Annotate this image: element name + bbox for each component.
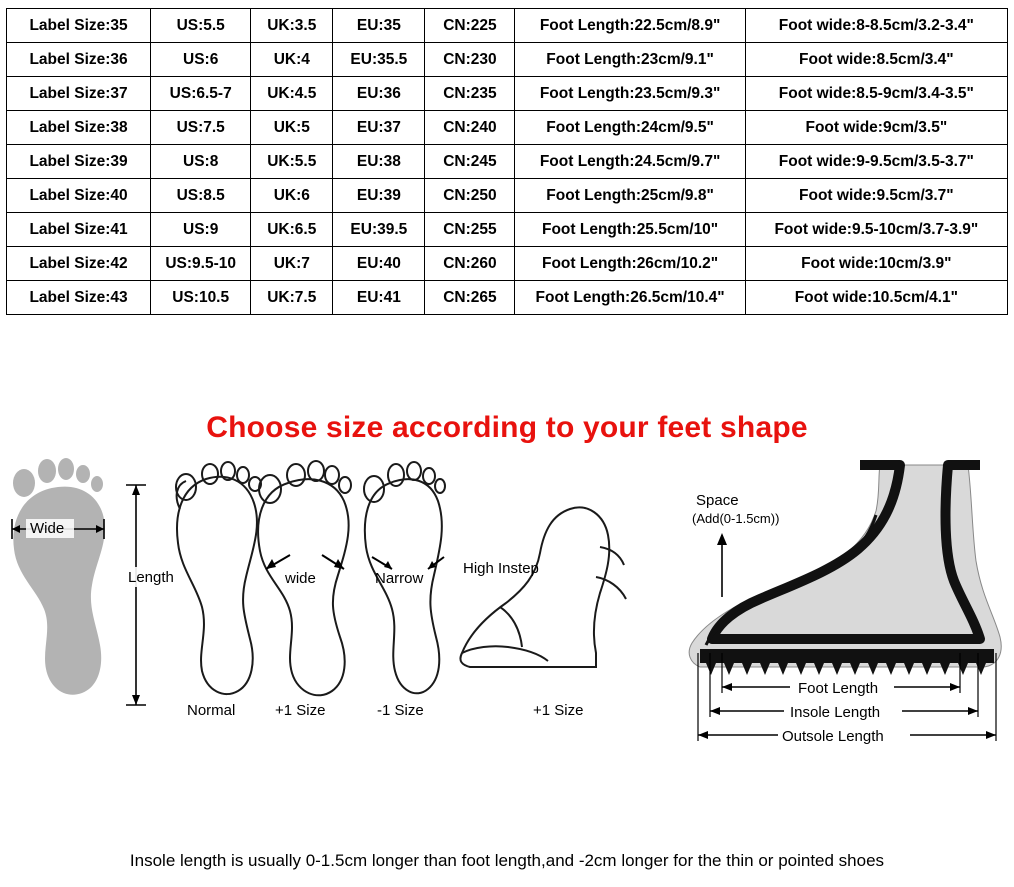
table-cell: EU:39.5 — [333, 213, 425, 247]
table-cell: Foot wide:8.5cm/3.4" — [745, 43, 1007, 77]
shape-caption-high-instep: +1 Size — [533, 702, 584, 719]
narrow-note: Narrow — [375, 570, 424, 587]
table-row — [7, 111, 1008, 145]
table-cell: CN:225 — [425, 9, 515, 43]
table-cell: EU:37 — [333, 111, 425, 145]
table-cell: Label Size:42 — [7, 247, 151, 281]
table-cell: US:6.5-7 — [151, 77, 251, 111]
table-cell: Foot Length:26cm/10.2" — [515, 247, 745, 281]
table-cell: EU:36 — [333, 77, 425, 111]
table-cell: US:8 — [151, 145, 251, 179]
insole-length-label: Insole Length — [790, 704, 881, 721]
table-cell: Foot wide:9.5-10cm/3.7-3.9" — [745, 213, 1007, 247]
table-cell: Foot Length:22.5cm/8.9" — [515, 9, 745, 43]
table-cell: CN:255 — [425, 213, 515, 247]
table-cell: EU:39 — [333, 179, 425, 213]
outsole-length-label: Outsole Length — [782, 728, 884, 745]
table-cell: Label Size:43 — [7, 281, 151, 315]
foot-shape-high-instep — [460, 507, 626, 719]
table-cell: US:8.5 — [151, 179, 251, 213]
table-row — [7, 77, 1008, 111]
foot-length-label: Foot Length — [798, 680, 879, 697]
table-cell: EU:41 — [333, 281, 425, 315]
table-cell: Foot wide:9.5cm/3.7" — [745, 179, 1007, 213]
size-table-container — [0, 0, 1014, 315]
table-cell: Foot Length:23.5cm/9.3" — [515, 77, 745, 111]
table-cell: US:6 — [151, 43, 251, 77]
table-row — [7, 179, 1008, 213]
table-cell: CN:265 — [425, 281, 515, 315]
shape-caption-wide: +1 Size — [275, 702, 326, 719]
length-label: Length — [128, 569, 174, 586]
table-cell: Label Size:40 — [7, 179, 151, 213]
table-cell: Foot wide:9cm/3.5" — [745, 111, 1007, 145]
table-cell: Foot wide:10.5cm/4.1" — [745, 281, 1007, 315]
table-cell: UK:5.5 — [251, 145, 333, 179]
table-row — [7, 247, 1008, 281]
table-cell: EU:35.5 — [333, 43, 425, 77]
table-cell: Label Size:38 — [7, 111, 151, 145]
table-cell: US:9.5-10 — [151, 247, 251, 281]
table-cell: EU:40 — [333, 247, 425, 281]
table-cell: EU:35 — [333, 9, 425, 43]
table-cell: US:7.5 — [151, 111, 251, 145]
page-title: Choose size according to your feet shape — [206, 411, 808, 444]
table-row — [7, 43, 1008, 77]
shape-caption-normal: Normal — [187, 702, 236, 719]
table-cell: CN:230 — [425, 43, 515, 77]
table-cell: Foot wide:8-8.5cm/3.2-3.4" — [745, 9, 1007, 43]
table-cell: UK:4.5 — [251, 77, 333, 111]
space-label: Space — [696, 492, 739, 509]
table-cell: Foot wide:8.5-9cm/3.4-3.5" — [745, 77, 1007, 111]
table-row — [7, 145, 1008, 179]
foot-shape-diagram — [0, 457, 1014, 757]
table-cell: Foot wide:10cm/3.9" — [745, 247, 1007, 281]
insole-length-illustration — [689, 465, 1001, 745]
table-cell: UK:3.5 — [251, 9, 333, 43]
table-cell: CN:245 — [425, 145, 515, 179]
table-cell: US:5.5 — [151, 9, 251, 43]
space-sublabel: (Add(0-1.5cm)) — [692, 511, 780, 526]
table-cell: UK:7.5 — [251, 281, 333, 315]
footer-note: Insole length is usually 0-1.5cm longer than foot length,and -2cm longer for the thin or pointed shoes — [129, 851, 885, 870]
table-cell: Foot Length:24.5cm/9.7" — [515, 145, 745, 179]
table-cell: UK:6 — [251, 179, 333, 213]
table-cell: Label Size:41 — [7, 213, 151, 247]
table-row — [7, 9, 1008, 43]
table-cell: Label Size:39 — [7, 145, 151, 179]
table-cell: Foot Length:23cm/9.1" — [515, 43, 745, 77]
table-cell: CN:235 — [425, 77, 515, 111]
wide-note: wide — [285, 570, 316, 587]
high-instep-note: High Instep — [463, 560, 539, 577]
size-table — [6, 8, 1008, 315]
table-row — [7, 281, 1008, 315]
table-cell: Label Size:36 — [7, 43, 151, 77]
table-cell: UK:6.5 — [251, 213, 333, 247]
foot-measure-illustration — [12, 458, 188, 705]
table-cell: UK:4 — [251, 43, 333, 77]
table-cell: Label Size:37 — [7, 77, 151, 111]
table-row — [7, 213, 1008, 247]
foot-shape-normal — [176, 462, 261, 719]
table-cell: CN:240 — [425, 111, 515, 145]
table-cell: UK:5 — [251, 111, 333, 145]
wide-label: Wide — [30, 520, 65, 537]
table-cell: US:10.5 — [151, 281, 251, 315]
table-cell: Foot Length:26.5cm/10.4" — [515, 281, 745, 315]
table-cell: CN:260 — [425, 247, 515, 281]
table-cell: Label Size:35 — [7, 9, 151, 43]
table-cell: Foot wide:9-9.5cm/3.5-3.7" — [745, 145, 1007, 179]
foot-shape-wide — [258, 461, 351, 719]
table-cell: EU:38 — [333, 145, 425, 179]
table-cell: UK:7 — [251, 247, 333, 281]
shape-caption-narrow: -1 Size — [377, 702, 424, 719]
table-cell: Foot Length:24cm/9.5" — [515, 111, 745, 145]
table-cell: CN:250 — [425, 179, 515, 213]
table-cell: Foot Length:25.5cm/10" — [515, 213, 745, 247]
table-cell: Foot Length:25cm/9.8" — [515, 179, 745, 213]
table-cell: US:9 — [151, 213, 251, 247]
foot-shape-narrow — [364, 462, 445, 719]
